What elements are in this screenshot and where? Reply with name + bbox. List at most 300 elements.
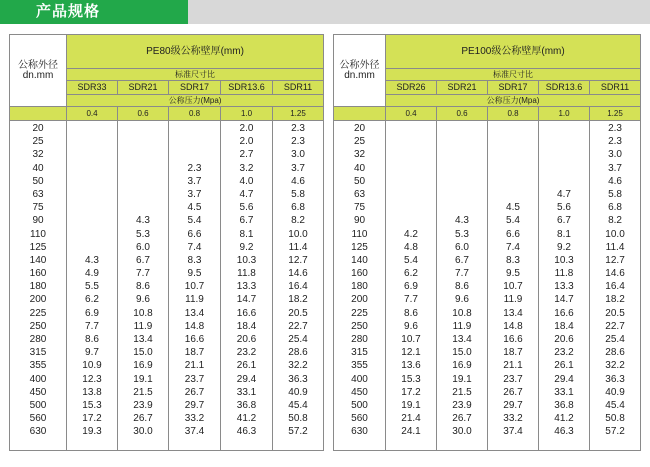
table-cell: 2.0 <box>239 136 254 148</box>
table-cell: 6.6 <box>187 228 202 240</box>
table-cell: 3.7 <box>187 188 202 200</box>
table-cell: 40.9 <box>605 386 625 398</box>
table-cell: 16.6 <box>503 334 523 345</box>
table-cell: 9.5 <box>187 268 202 280</box>
table-cell: 11.4 <box>605 241 625 253</box>
table-cell: 3.7 <box>608 162 622 174</box>
od-label: 公称外径 <box>339 59 380 71</box>
pressure-value: 0.8 <box>488 107 539 121</box>
table-cell: 355 <box>351 360 368 372</box>
table-cell: 8.1 <box>557 228 571 240</box>
table-cell: 4.2 <box>404 228 418 240</box>
table-cell <box>488 122 538 135</box>
table-cell <box>386 175 436 188</box>
table-cell: 26.7 <box>133 413 153 425</box>
table-cell: 21.1 <box>184 360 205 372</box>
table-cell: 2.3 <box>608 123 622 134</box>
table-cell: 19.3 <box>82 426 102 438</box>
table-cell: 225 <box>351 307 368 319</box>
table-cell: 26.7 <box>452 413 472 425</box>
od-unit: dn.mm <box>344 69 375 81</box>
table-cell: 20 <box>32 123 44 134</box>
table-cell: 9.6 <box>455 294 469 306</box>
table-cell: 46.3 <box>236 426 257 438</box>
table-cell: 33.2 <box>503 413 523 425</box>
table-cell: 57.2 <box>288 426 308 438</box>
table-cell <box>67 241 117 254</box>
table-cell: 450 <box>29 386 47 398</box>
table-cell: 12.1 <box>401 347 421 359</box>
table-cell: 23.7 <box>184 373 205 385</box>
table-cell: 6.2 <box>404 268 418 280</box>
od-column <box>334 121 386 451</box>
table-cell: 15.3 <box>401 373 421 385</box>
od-header <box>10 35 67 107</box>
pe100-spec-table <box>333 34 641 451</box>
table-cell: 21.4 <box>401 413 421 425</box>
table-cell: 8.2 <box>608 215 622 227</box>
table-cell: 46.3 <box>554 426 574 438</box>
table-cell: 6.9 <box>404 281 418 293</box>
table-cell <box>437 188 487 201</box>
table-cell: 125 <box>29 241 47 253</box>
table-cell: 41.2 <box>554 413 574 425</box>
table-cell <box>386 214 436 227</box>
table-cell: 2.7 <box>239 149 254 161</box>
table-cell: 11.4 <box>288 241 308 253</box>
table-cell: 25 <box>32 136 44 148</box>
table-cell: 5.4 <box>506 215 520 227</box>
section-title: 产品规格 <box>0 0 188 24</box>
table-cell: 180 <box>351 281 368 293</box>
table-cell: 10.0 <box>605 228 625 240</box>
table-cell <box>488 148 538 161</box>
table-cell: 9.2 <box>239 241 254 253</box>
table-cell: 63 <box>32 188 44 200</box>
table-cell: 23.2 <box>554 347 574 359</box>
table-cell: 160 <box>29 268 47 280</box>
table-cell: 13.4 <box>184 307 205 319</box>
table-cell: 12.7 <box>605 254 625 266</box>
table-cell: 3.0 <box>608 149 622 161</box>
table-cell: 11.9 <box>133 320 153 332</box>
table-cell: 11.9 <box>185 294 204 306</box>
table-cell: 25.4 <box>288 334 308 345</box>
table-cell: 9.2 <box>557 241 571 253</box>
table-cell <box>67 201 117 214</box>
table-cell: 4.3 <box>136 215 150 227</box>
pressure-value: 1.25 <box>590 107 641 121</box>
table-cell <box>437 122 487 135</box>
pressure-value: 0.4 <box>386 107 437 121</box>
table-cell: 17.2 <box>82 413 102 425</box>
table-cell: 19.1 <box>452 373 472 385</box>
table-cell <box>488 175 538 188</box>
table-cell <box>386 122 436 135</box>
table-cell: 20.5 <box>288 307 308 319</box>
table-cell: 11.8 <box>554 268 574 280</box>
table-cell: 63 <box>353 188 366 200</box>
std-size-ratio-label: 标准尺寸比 <box>386 69 641 81</box>
table-cell: 6.7 <box>455 254 469 266</box>
table-cell: 29.4 <box>554 373 574 385</box>
table-cell: 40 <box>353 162 366 174</box>
table-cell: 2.0 <box>239 123 254 134</box>
table-cell: 13.4 <box>133 334 153 345</box>
table-cell: 3.7 <box>291 162 305 174</box>
sdr-header: SDR11 <box>273 81 324 95</box>
table-cell: 7.7 <box>404 294 418 306</box>
table-cell: 4.7 <box>557 188 571 200</box>
pe80-spec-table <box>9 34 324 451</box>
table-cell: 32.2 <box>605 360 625 372</box>
thickness-column <box>67 121 118 451</box>
pressure-value: 0.6 <box>437 107 488 121</box>
table-cell <box>118 148 168 161</box>
table-cell <box>386 201 436 214</box>
table-cell: 23.7 <box>503 373 523 385</box>
table-cell: 29.7 <box>503 399 523 411</box>
table-cell: 13.8 <box>82 386 102 398</box>
table-cell: 8.6 <box>455 281 469 293</box>
table-cell <box>386 188 436 201</box>
od-label: 公称外径 <box>18 59 58 71</box>
table-cell: 21.5 <box>133 386 153 398</box>
table-cell: 15.0 <box>452 347 472 359</box>
table-cell: 33.1 <box>554 386 574 398</box>
table-cell <box>437 201 487 214</box>
table-cell: 630 <box>351 426 368 438</box>
table-cell: 4.6 <box>608 175 622 187</box>
table-cell: 45.4 <box>288 399 308 411</box>
table-cell: 18.4 <box>236 320 257 332</box>
thickness-column <box>169 121 221 451</box>
table-cell: 560 <box>29 413 47 425</box>
table-cell <box>118 162 168 175</box>
table-cell <box>67 122 117 135</box>
table-cell: 10.8 <box>452 307 472 319</box>
table-cell <box>118 175 168 188</box>
sdr-header: SDR13.6 <box>221 81 273 95</box>
table-cell <box>386 162 436 175</box>
thickness-column <box>437 121 488 451</box>
table-cell: 200 <box>29 294 47 306</box>
table-cell: 4.0 <box>239 175 254 187</box>
table-cell: 10.3 <box>236 254 257 266</box>
table-cell: 4.5 <box>187 202 202 214</box>
table-cell <box>67 214 117 227</box>
table-cell: 15.0 <box>133 347 153 359</box>
table-cell: 10.8 <box>133 307 153 319</box>
table-cell <box>67 228 117 241</box>
sdr-header: SDR21 <box>118 81 169 95</box>
sdr-header: SDR26 <box>386 81 437 95</box>
pressure-blank <box>334 107 386 121</box>
table-cell: 14.7 <box>554 294 574 306</box>
table-cell: 13.4 <box>452 334 472 345</box>
pressure-blank <box>10 107 67 121</box>
table-cell: 22.7 <box>288 320 308 332</box>
sdr-header: SDR21 <box>437 81 488 95</box>
table-cell: 75 <box>353 202 366 214</box>
table-cell: 5.6 <box>557 202 571 214</box>
table-cell: 29.7 <box>184 399 205 411</box>
table-cell: 5.3 <box>455 228 469 240</box>
thickness-column <box>386 121 437 451</box>
table-title: PE100级公称壁厚(mm) <box>386 35 641 69</box>
table-cell: 13.3 <box>554 281 574 293</box>
table-cell: 9.7 <box>85 347 99 359</box>
table-cell: 23.2 <box>236 347 257 359</box>
table-cell: 9.6 <box>404 320 418 332</box>
table-cell: 6.2 <box>85 294 99 306</box>
table-cell: 26.1 <box>236 360 257 372</box>
pressure-value: 0.8 <box>169 107 221 121</box>
table-cell: 7.7 <box>455 268 469 280</box>
table-cell: 3.0 <box>291 149 305 161</box>
table-cell: 125 <box>351 241 368 253</box>
table-cell: 10.3 <box>554 254 574 266</box>
pressure-value: 1.25 <box>273 107 324 121</box>
table-cell: 200 <box>351 294 368 306</box>
table-cell <box>169 148 220 161</box>
table-cell: 40.9 <box>288 386 308 398</box>
table-cell: 7.7 <box>85 320 99 332</box>
table-cell: 25 <box>353 136 366 148</box>
table-cell: 5.8 <box>608 188 622 200</box>
table-cell: 28.6 <box>288 347 308 359</box>
sdr-header: SDR13.6 <box>539 81 590 95</box>
table-cell: 4.3 <box>455 215 469 227</box>
table-cell: 50.8 <box>605 413 625 425</box>
thickness-column <box>221 121 273 451</box>
table-cell <box>169 122 220 135</box>
table-cell: 4.7 <box>239 188 254 200</box>
table-cell <box>488 135 538 148</box>
table-cell <box>386 148 436 161</box>
table-cell <box>437 175 487 188</box>
table-cell: 400 <box>351 373 368 385</box>
table-cell: 36.8 <box>554 399 574 411</box>
table-cell: 18.2 <box>605 294 625 306</box>
table-cell: 6.9 <box>85 307 99 319</box>
table-cell: 18.2 <box>288 294 308 306</box>
table-cell: 8.6 <box>136 281 150 293</box>
table-cell: 16.4 <box>605 281 625 293</box>
table-cell: 5.4 <box>187 215 202 227</box>
table-cell: 315 <box>351 347 368 359</box>
table-cell: 33.1 <box>236 386 257 398</box>
table-cell: 6.7 <box>239 215 254 227</box>
table-cell: 33.2 <box>184 413 205 425</box>
table-cell: 14.6 <box>288 268 308 280</box>
table-cell <box>386 135 436 148</box>
table-cell: 180 <box>29 281 47 293</box>
table-cell: 23.9 <box>452 399 472 411</box>
table-cell <box>118 135 168 148</box>
thickness-column <box>488 121 539 451</box>
table-cell: 13.6 <box>401 360 421 372</box>
table-cell: 18.4 <box>554 320 574 332</box>
table-cell: 24.1 <box>401 426 421 438</box>
table-cell: 37.4 <box>503 426 523 438</box>
table-cell: 21.1 <box>503 360 523 372</box>
table-cell: 6.0 <box>136 241 150 253</box>
pressure-label: 公称压力(Mpa) <box>67 95 324 107</box>
table-cell: 160 <box>351 268 368 280</box>
table-cell: 75 <box>32 202 44 214</box>
table-cell <box>67 162 117 175</box>
table-cell <box>539 162 589 175</box>
table-cell: 6.0 <box>455 241 469 253</box>
table-cell: 18.7 <box>503 347 523 359</box>
table-cell: 355 <box>29 360 47 372</box>
table-cell: 30.0 <box>133 426 153 438</box>
sdr-header: SDR33 <box>67 81 118 95</box>
table-cell: 37.4 <box>184 426 205 438</box>
table-cell: 25.4 <box>605 334 625 345</box>
table-cell: 32 <box>32 149 44 161</box>
table-cell: 11.9 <box>503 294 523 306</box>
table-cell: 110 <box>30 228 46 240</box>
table-cell: 9.6 <box>136 294 150 306</box>
od-header <box>334 35 386 107</box>
table-cell: 57.2 <box>605 426 625 438</box>
table-cell: 20 <box>353 123 366 134</box>
table-cell: 36.3 <box>605 373 625 385</box>
table-cell: 3.7 <box>187 175 202 187</box>
table-title: PE80级公称壁厚(mm) <box>67 35 324 69</box>
std-size-ratio-label: 标准尺寸比 <box>67 69 324 81</box>
thickness-column <box>273 121 324 451</box>
table-cell: 2.3 <box>187 162 202 174</box>
table-cell <box>539 148 589 161</box>
table-cell: 110 <box>351 228 368 240</box>
table-cell: 32.2 <box>288 360 308 372</box>
table-cell: 14.6 <box>605 268 625 280</box>
table-cell: 8.3 <box>187 254 202 266</box>
table-cell: 12.7 <box>288 254 308 266</box>
table-cell: 400 <box>29 373 47 385</box>
table-cell: 19.1 <box>133 373 153 385</box>
table-cell: 40 <box>32 162 44 174</box>
table-cell: 10.9 <box>82 360 102 372</box>
table-cell: 560 <box>351 413 368 425</box>
table-cell: 20.6 <box>554 334 574 345</box>
table-cell: 13.4 <box>503 307 523 319</box>
od-column <box>10 121 67 451</box>
table-cell: 14.8 <box>503 320 523 332</box>
table-cell <box>539 175 589 188</box>
table-cell: 315 <box>29 347 47 359</box>
table-cell: 8.6 <box>404 307 418 319</box>
sdr-header: SDR11 <box>590 81 641 95</box>
table-cell: 50 <box>32 175 44 187</box>
table-cell: 6.6 <box>506 228 520 240</box>
table-cell: 9.5 <box>506 268 520 280</box>
table-cell: 5.6 <box>239 202 254 214</box>
table-cell: 2.3 <box>608 136 622 148</box>
table-cell <box>437 148 487 161</box>
table-cell: 45.4 <box>605 399 625 411</box>
table-cell: 5.4 <box>404 254 418 266</box>
table-cell: 3.2 <box>239 162 254 174</box>
table-cell <box>539 135 589 148</box>
table-cell: 20.6 <box>236 334 257 345</box>
table-cell: 140 <box>29 254 47 266</box>
table-cell: 4.3 <box>85 254 99 266</box>
table-cell: 6.8 <box>291 202 305 214</box>
table-cell: 16.4 <box>288 281 308 293</box>
table-cell <box>67 188 117 201</box>
table-cell <box>437 162 487 175</box>
table-cell: 6.7 <box>557 215 571 227</box>
table-cell: 2.3 <box>291 123 305 134</box>
table-cell: 250 <box>29 320 47 332</box>
table-cell: 26.7 <box>184 386 205 398</box>
od-unit: dn.mm <box>22 69 54 81</box>
table-cell: 22.7 <box>605 320 625 332</box>
table-cell: 50 <box>353 175 366 187</box>
table-cell: 250 <box>351 320 368 332</box>
table-cell: 16.9 <box>133 360 153 372</box>
table-cell <box>488 162 538 175</box>
thickness-column <box>590 121 641 451</box>
table-cell: 36.8 <box>236 399 257 411</box>
table-cell: 6.7 <box>136 254 150 266</box>
table-cell: 5.5 <box>85 281 99 293</box>
sdr-header: SDR17 <box>488 81 539 95</box>
table-cell: 10.0 <box>288 228 308 240</box>
table-cell: 500 <box>351 399 368 411</box>
pressure-value: 1.0 <box>539 107 590 121</box>
thickness-column <box>539 121 590 451</box>
table-cell: 500 <box>29 399 47 411</box>
table-cell: 4.5 <box>506 202 520 214</box>
table-cell: 29.4 <box>236 373 257 385</box>
table-cell <box>118 201 168 214</box>
table-cell: 225 <box>29 307 47 319</box>
pressure-value: 0.6 <box>118 107 169 121</box>
table-cell <box>539 122 589 135</box>
table-cell: 4.6 <box>291 175 305 187</box>
table-cell: 30.0 <box>452 426 472 438</box>
table-cell: 41.2 <box>236 413 257 425</box>
table-cell: 36.3 <box>288 373 308 385</box>
table-cell: 4.9 <box>85 268 99 280</box>
table-cell: 50.8 <box>288 413 308 425</box>
table-cell: 10.7 <box>503 281 523 293</box>
table-cell: 11.9 <box>452 320 472 332</box>
table-cell: 15.3 <box>82 399 102 411</box>
table-cell: 10.7 <box>184 281 205 293</box>
table-cell: 5.3 <box>136 228 150 240</box>
table-cell: 6.8 <box>608 202 622 214</box>
table-cell <box>488 188 538 201</box>
table-cell: 10.7 <box>401 334 421 345</box>
pressure-label: 公称压力(Mpa) <box>386 95 641 107</box>
section-header <box>0 0 650 24</box>
table-cell: 90 <box>32 215 44 227</box>
pressure-value: 1.0 <box>221 107 273 121</box>
table-cell: 11.8 <box>237 268 256 280</box>
table-cell: 8.1 <box>239 228 254 240</box>
table-cell: 13.3 <box>236 281 257 293</box>
table-cell: 16.6 <box>184 334 205 345</box>
table-cell: 20.5 <box>605 307 625 319</box>
table-cell <box>67 148 117 161</box>
table-cell <box>67 135 117 148</box>
